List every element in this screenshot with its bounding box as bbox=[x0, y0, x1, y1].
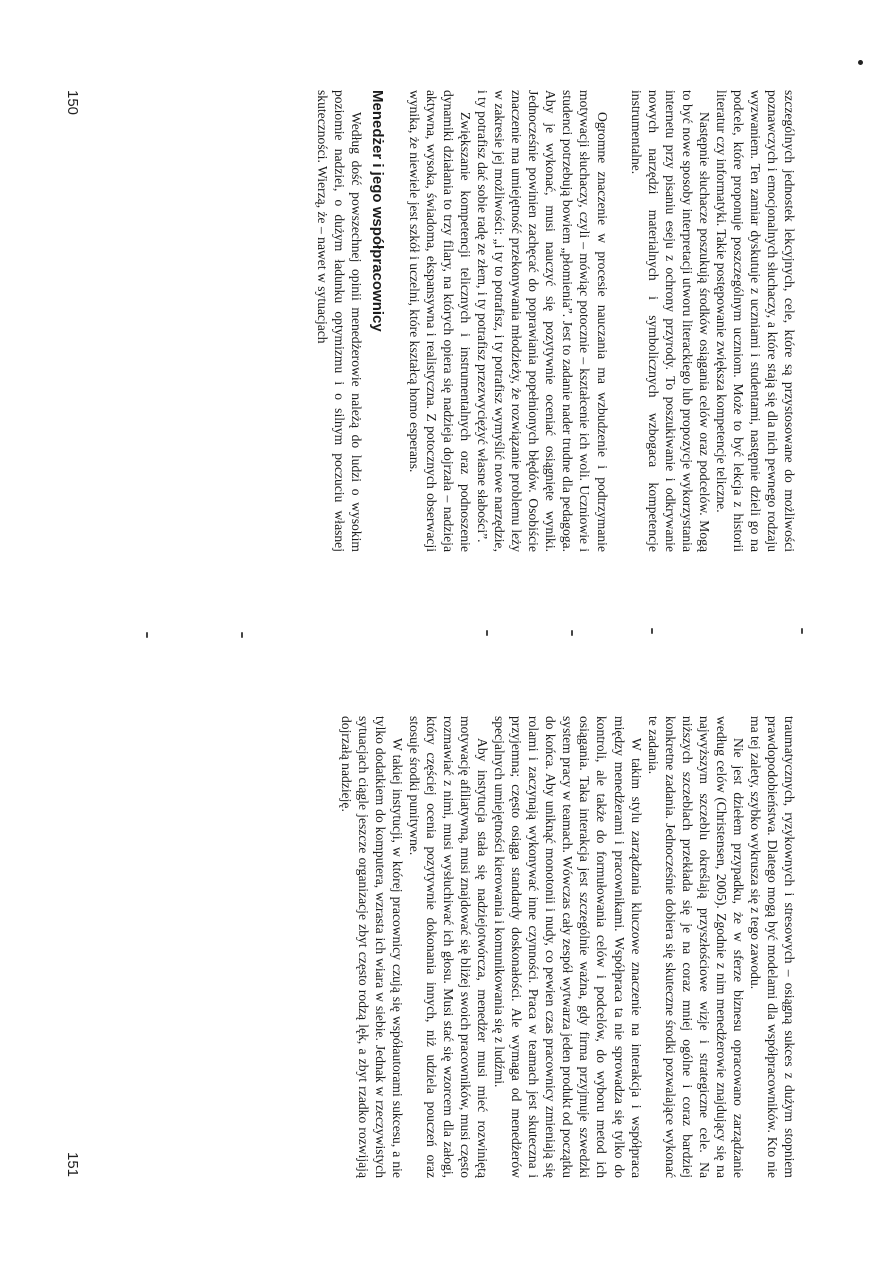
paragraph: Aby instytucja stała się nadziejotwórcza, menedżer musi mieć rozwiniętą motywację afiliatywną, musi znajdować się bliżej swoich pracowników, musi często rozmawiać z nimi, musi wysłuchiwać ich głosu. Musi stać się wzorcem dla załogi, który częściej ocenia pozytywnie dokonania innych, niż udziela pouczeń oraz stosuje środki punitywne. bbox=[406, 716, 491, 1178]
scan-speck bbox=[241, 632, 243, 638]
left-page bbox=[0, 0, 893, 631]
section-heading: Menedżer i jego współpracownicy bbox=[368, 90, 386, 332]
page-number: 150 bbox=[64, 90, 81, 116]
right-page bbox=[0, 632, 893, 1263]
scan-speck bbox=[801, 628, 803, 634]
right-page-text-column bbox=[338, 716, 798, 1178]
scan-speck bbox=[486, 630, 488, 636]
paragraph: szczególnych jednostek lekcyjnych, cele, które są przystosowane do możliwości poznawczych i emocjonalnych słuchaczy, a które stają się dla nich pewnego rodzaju wyzwaniem. Ten zamiar dyskutuje z uczniami i studentami, następnie dzieli go na podcele, które proponuje poszczególnym uczniom. Może to być lekcja z historii literatur czy informatyki. Takie postępowanie zwiększa kompetencje teliczne. bbox=[713, 90, 797, 552]
paragraph: W takim stylu zarządzania kluczowe znaczenie na interakcja i współpraca między menedżerami i pracownikami. Współpraca ta nie sprowadza się tylko do kontroli, ale także do formułowania celów i podcelów, do wyboru metod ich osiągania. Taka interakcja jest szczególnie ważna, gdy firma przyjmuje szwedzki system pracy w teamach. Wówczas cały zespół wytwarza jeden produkt od początku do końca. Aby uniknąć monotonii i nudy, co pewien czas pracownicy zmieniają się rolami i zaczynają wykonywać inne czynności. Praca w teamach jest skuteczna i przyjemna; często osiąga standardy doskonałości. Ale wymaga od menedżerów specjalnych umiejętności kierowania i komunikowania się z ludźmi. bbox=[492, 716, 644, 1178]
scan-speck bbox=[651, 628, 653, 634]
paragraph: Nie jest dziełem przypadku, że w sferze biznesu opracowano zarządzanie według celów (Christensen, 2005). Zgodnie z nim menedżerowie znajdujący się na najwyższym szczeblu określają przyszłościowe wizje i strategiczne cele. Na niższych szczeblach przekłada się je na coraz mniej ogólne i coraz bardziej konkretne zadania. Jednocześnie dobiera się skuteczne środki pozwalające wykonać te zadania. bbox=[645, 716, 746, 1178]
left-page-text-column bbox=[314, 90, 798, 552]
paragraph: Ogromne znaczenie w procesie nauczania ma wzbudzenie i podtrzymanie motywacji słuchaczy, czyli – mówiąc potocznie – kształcenie ich woli. Uczniowie i studenci potrzebują bowiem „płomienia”. Jest to zadanie nader trudne dla pedagoga. Aby je wykonać, musi nauczyć się pozytywnie oceniać osiągnięte wyniki. Jednocześnie powinien zachęcać do poprawiania popełnionych błędów. Osobiście znaczenie ma umiejętność przekonywania młodzieży, że rozwiązanie problemu leży w zakresie jej możliwości: „i ty to potrafisz, i ty potrafisz wymyślić nowe narzędzie, i ty potrafisz dać sobie radę ze złem, i ty potrafisz przezwyciężyć własne słabości”. bbox=[475, 90, 610, 552]
scan-speck bbox=[858, 60, 863, 65]
page-number: 151 bbox=[64, 1152, 81, 1178]
paragraph: Zwiększanie kompetencji telicznych i instrumentalnych oraz podnoszenie dynamiki działania to trzy filary, na których opiera się nadzieja dojrzała – nadzieja aktywna, wysoka, świadoma, ekspansywna i realistyczna. Z potocznych obserwacji wynika, że niewiele jest szkół i uczelni, które kształcą homo esperans. bbox=[407, 90, 474, 552]
scan-speck bbox=[146, 632, 148, 638]
paragraph: Następnie słuchacze poszukują środków osiągania celów oraz podcelów. Mogą to być nowe sposoby interpretacji utworu literackiego lub propozycje wykorzystania internetu przy pisaniu eseju z ochrony przyrody. To poszukiwanie i odkrywanie nowych narzędzi materialnych i symbolicznych wzbogaca kompetencje instrumentalne. bbox=[628, 90, 712, 552]
paragraph: Według dość powszechnej opinii menedżerowie należą do ludzi o wysokim poziomie nadziei, o dużym ładunku optymizmu i o silnym poczuciu własnej skuteczności. Wierzą, że – nawet w sytuacjach bbox=[314, 90, 364, 552]
paragraph: traumatycznych, ryzykownych i stresowych – osiągną sukces z dużym stopniem prawdopodobieństwa. Dlatego mogą być modelami dla współpracowników. Kto nie ma tej zalety, szybko wykrusza się z tego zawodu. bbox=[747, 716, 797, 1178]
paragraph: W takiej instytucji, w której pracownicy czują się współautorami sukcesu, a nie tylko dodatkiem do komputera, wzrasta ich wiara w siebie. Jednak w rzeczywistych sytuacjach ciągle jeszcze organizacje zbyt często rodzą lęk, a zbyt rzadko rozwijają dojrzałą nadzieję. bbox=[338, 716, 405, 1178]
scan-speck bbox=[571, 630, 573, 636]
